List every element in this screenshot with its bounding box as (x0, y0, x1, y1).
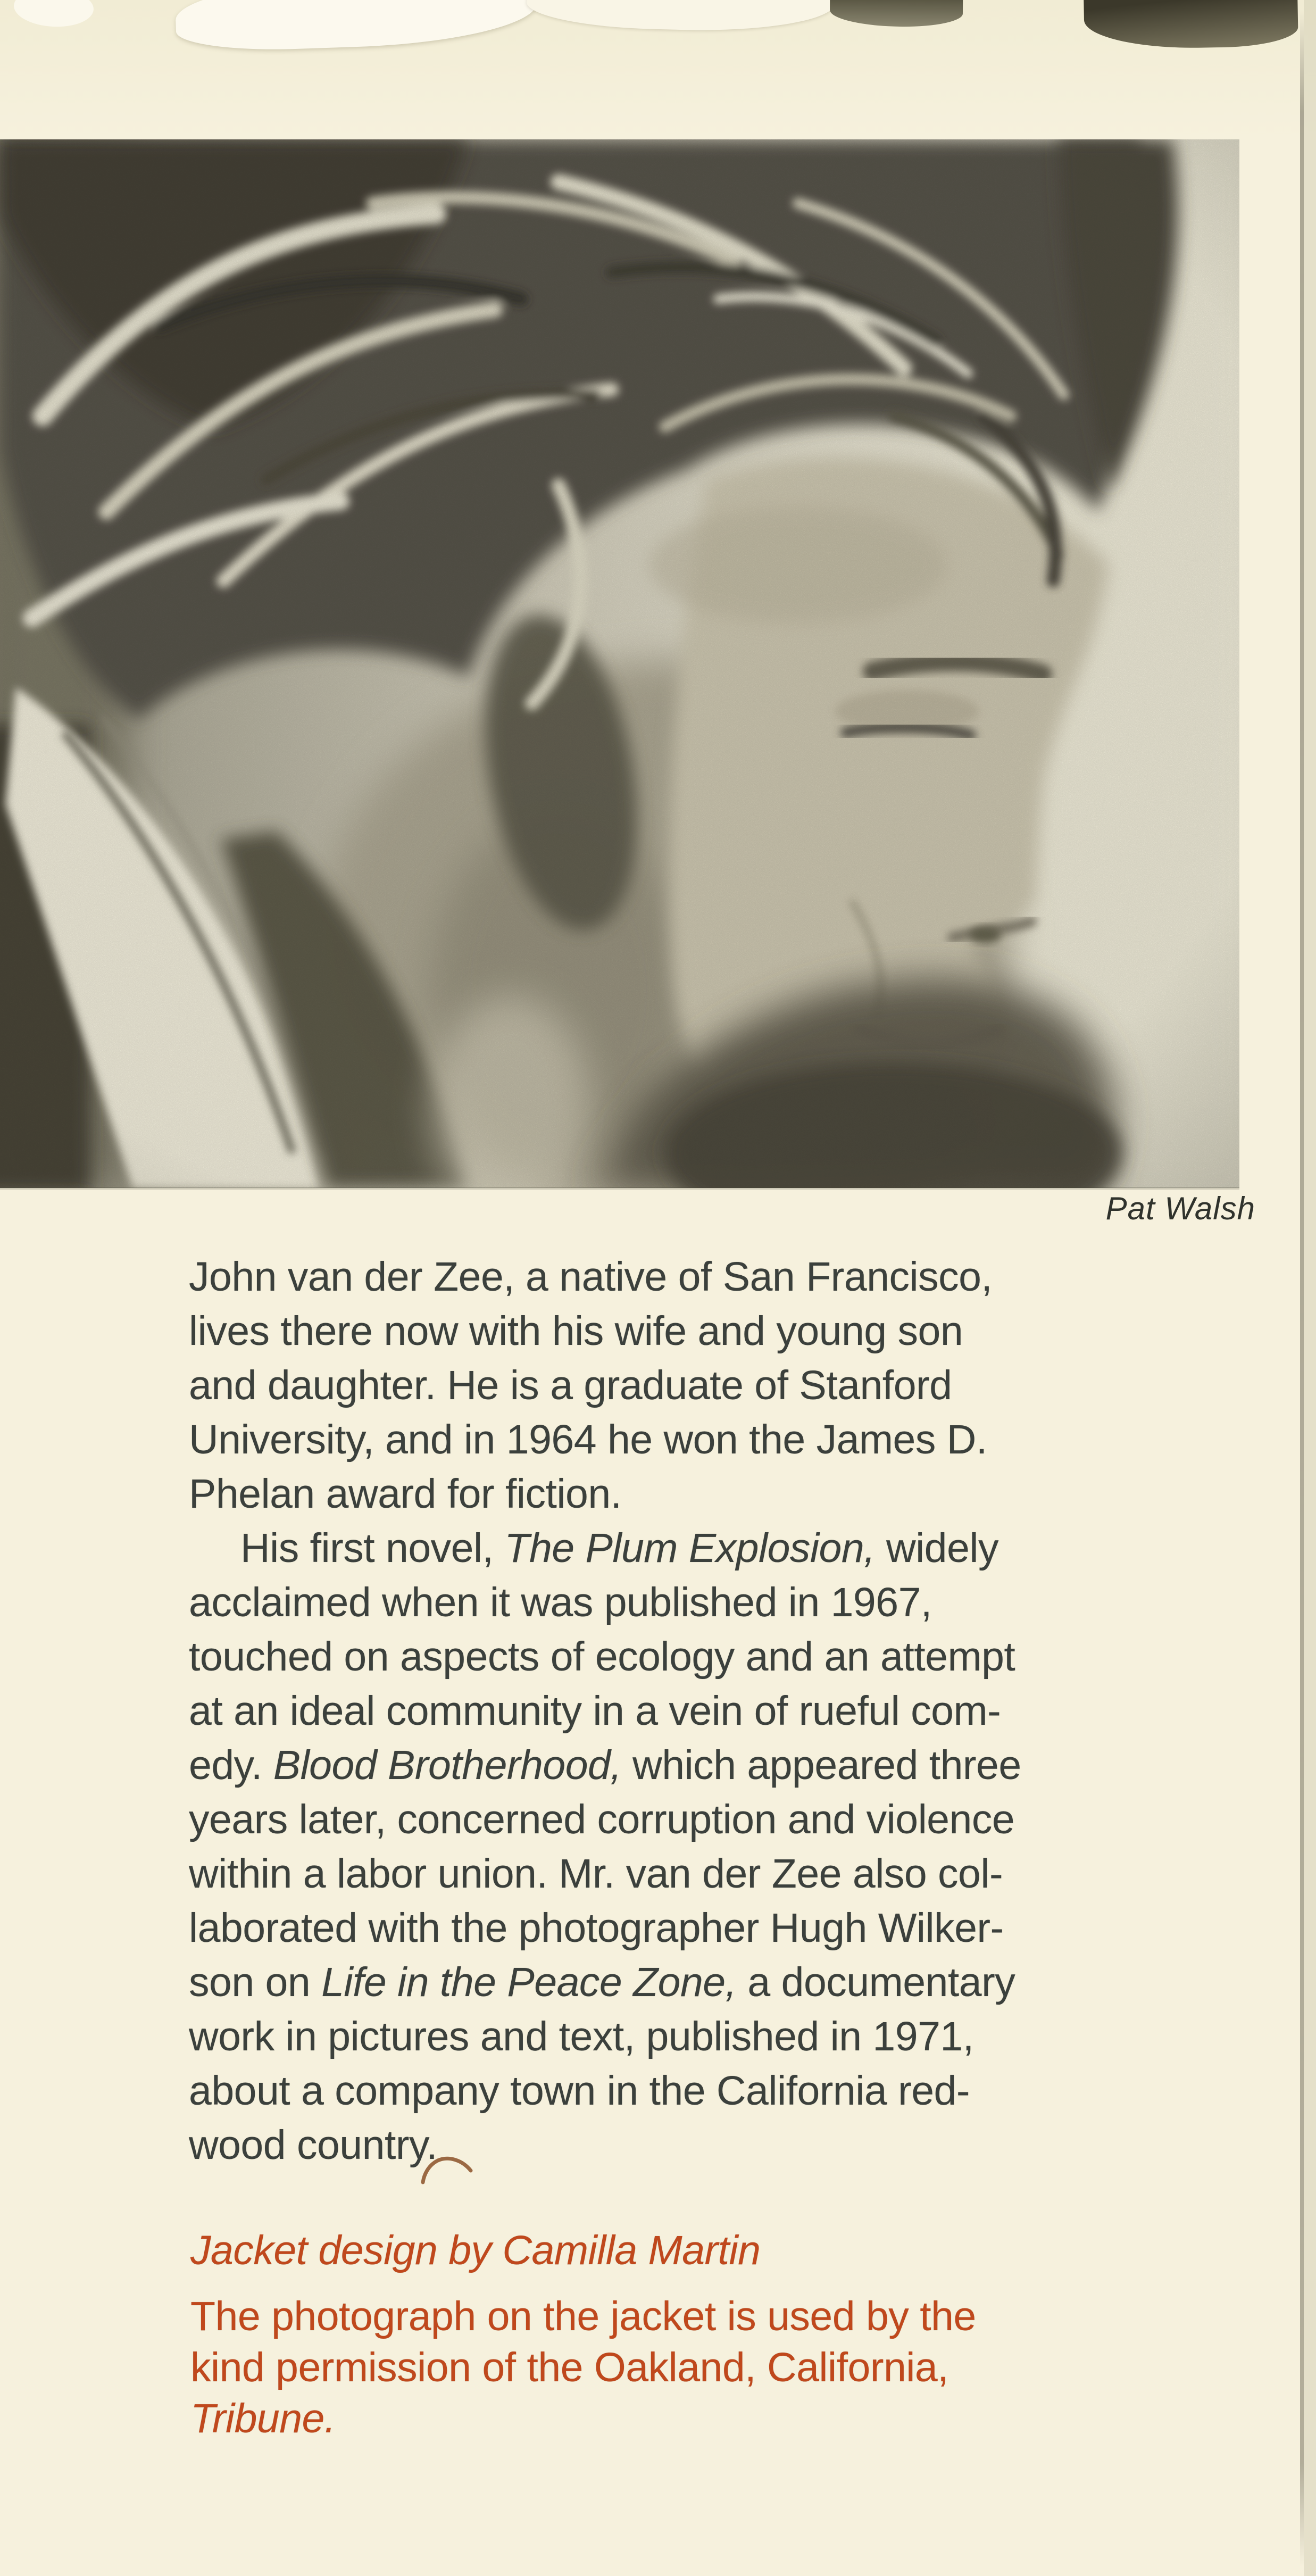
pen-mark (418, 2154, 476, 2187)
text-segment: within a labor union. Mr. van der Zee also col- (189, 1851, 1003, 1897)
text-line (189, 1467, 1021, 1521)
text-segment: laborated with the photographer Hugh Wilker- (189, 1905, 1004, 1951)
text-segment: Life in the Peace Zone, (321, 1959, 737, 2005)
text-line (189, 1250, 1021, 1304)
text-segment: wood country. (189, 2122, 438, 2168)
text-line (189, 2064, 1021, 2118)
text-segment: lives there now with his wife and young son (189, 1308, 963, 1354)
text-line (189, 2009, 1021, 2064)
text-segment: The Plum Explosion, (504, 1525, 876, 1571)
jacket-design-credit: Jacket design by Camilla Martin (190, 2228, 761, 2273)
text-segment: which appeared three (621, 1742, 1021, 1788)
text-segment: at an ideal community in a vein of rueful com- (189, 1688, 1001, 1734)
text-line (190, 2393, 976, 2444)
film-grain (0, 139, 1239, 1188)
text-line (189, 1738, 1021, 1792)
text-line (189, 1412, 1021, 1467)
text-line (189, 1304, 1021, 1358)
text-segment: University, and in 1964 he won the James D. (189, 1417, 987, 1462)
text-segment: about a company town in the California red- (189, 2068, 970, 2114)
page-edge-shadow (1304, 0, 1316, 2576)
text-line (189, 1847, 1021, 1901)
text-segment: years later, concerned corruption and violence (189, 1797, 1015, 1842)
text-line (189, 1358, 1021, 1412)
text-line (189, 1684, 1021, 1738)
text-line (189, 1792, 1021, 1847)
text-segment: edy. (189, 1742, 273, 1788)
torn-paper-piece (13, 0, 95, 29)
tape-remnant (1084, 0, 1298, 50)
text-segment: widely (875, 1525, 998, 1571)
text-line (189, 1630, 1021, 1684)
text-segment: and daughter. He is a graduate of Stanford (189, 1362, 952, 1408)
text-line (189, 1575, 1021, 1630)
text-line (189, 2118, 1021, 2172)
text-segment: Tribune. (190, 2396, 336, 2441)
text-line (189, 1521, 1021, 1575)
text-segment: touched on aspects of ecology and an attempt (189, 1634, 1015, 1680)
tape-remnant (830, 0, 963, 27)
text-line (189, 1901, 1021, 1955)
page-edge-line (1300, 10, 1304, 2566)
text-segment: The photograph on the jacket is used by the (190, 2294, 976, 2339)
text-segment: Phelan award for fiction. (189, 1471, 622, 1517)
text-segment: work in pictures and text, published in 1971, (189, 2014, 974, 2059)
torn-paper-piece (526, 0, 836, 34)
portrait-photo (0, 139, 1239, 1188)
text-line (190, 2342, 976, 2393)
text-segment: Blood Brotherhood, (273, 1742, 622, 1788)
text-line (189, 1955, 1021, 2009)
torn-paper-piece (174, 0, 538, 53)
torn-paper-edge (0, 0, 1316, 85)
text-segment: son on (189, 1959, 322, 2005)
photo-credit: Pat Walsh (1105, 1191, 1255, 1226)
text-segment: John van der Zee, a native of San Francisco, (189, 1254, 993, 1300)
bio-text (189, 1250, 1021, 2172)
text-segment: kind permission of the Oakland, California, (190, 2345, 949, 2390)
text-segment: a documentary (736, 1959, 1015, 2005)
text-segment: acclaimed when it was published in 1967, (189, 1580, 932, 1625)
photo-permission-credit (190, 2291, 976, 2444)
text-segment: His first novel, (240, 1525, 505, 1571)
text-line (190, 2291, 976, 2342)
